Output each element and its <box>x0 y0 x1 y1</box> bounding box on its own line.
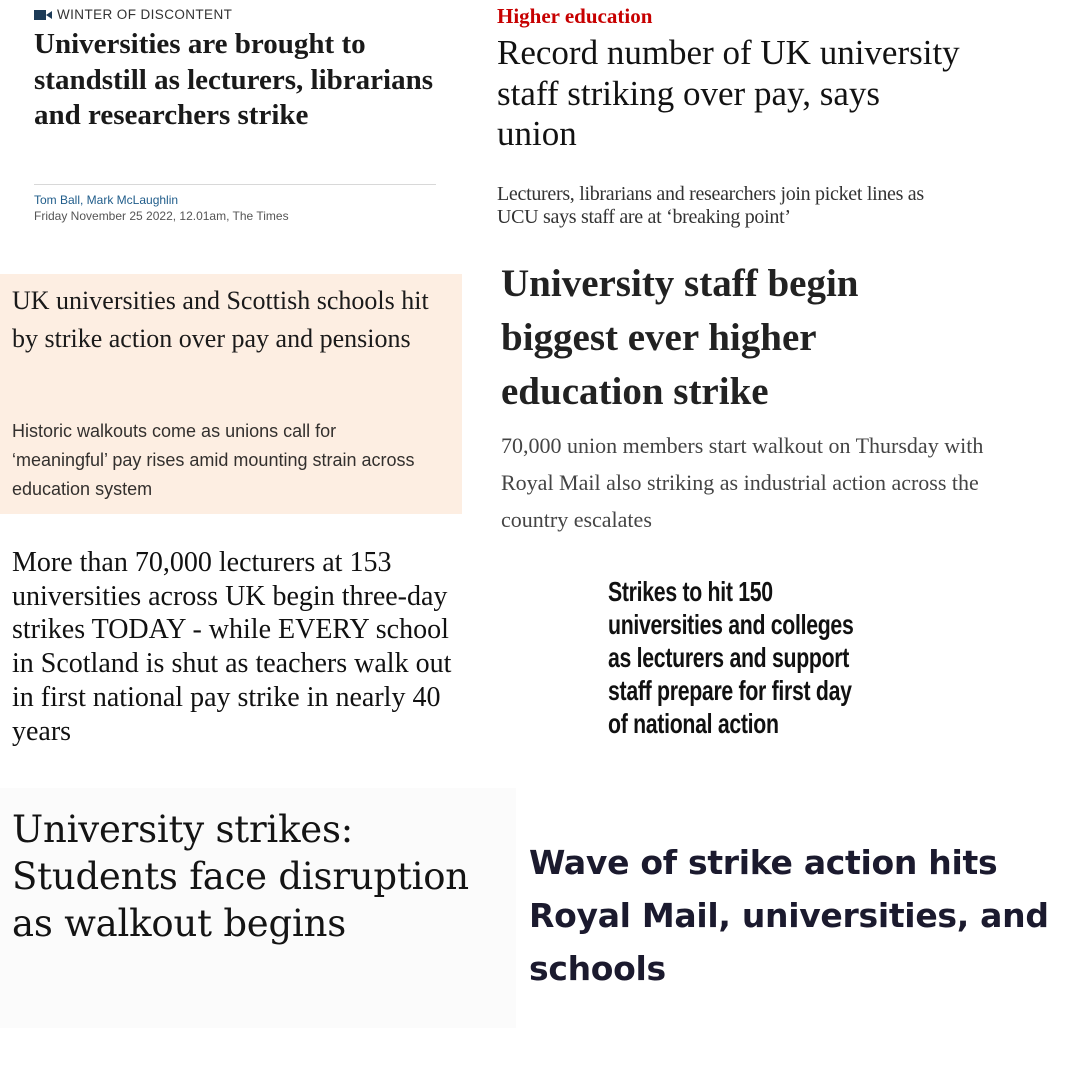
guardian-headline[interactable]: Record number of UK university staff striking over pay, says union <box>497 33 960 153</box>
dailymail-clipping <box>0 540 470 760</box>
times-kicker <box>34 7 232 22</box>
times-dateline: Friday November 25 2022, 12.01am, The Times <box>34 209 289 223</box>
times-authors[interactable]: Tom Ball, Mark McLaughlin <box>34 193 179 207</box>
times-divider <box>34 184 436 185</box>
independent-headline[interactable]: University staff begin biggest ever higher education strike <box>501 262 859 413</box>
dailymail-headline[interactable]: More than 70,000 lecturers at 153 universities across UK begin three-day strikes TODAY - while EVERY school in Scotland is shut as teachers walk out in first national pay strike in nearly 40 years <box>12 547 452 747</box>
guardian-standfirst: Lecturers, librarians and researchers join picket lines as UCU says staff are at ‘breaking point’ <box>497 183 924 228</box>
times-headline[interactable]: Universities are brought to standstill as lecturers, librarians and researchers strike <box>34 28 434 131</box>
condensed-clipping <box>580 570 900 790</box>
independent-standfirst: 70,000 union members start walkout on Thursday with Royal Mail also striking as industrial action across the country escalates <box>501 433 984 532</box>
times-kicker-label: WINTER OF DISCONTENT <box>57 7 233 22</box>
sans-headline[interactable]: Wave of strike action hits Royal Mail, universities, and schools <box>529 843 1049 988</box>
guardian-kicker[interactable]: Higher education <box>497 4 653 28</box>
bbc-headline[interactable]: University strikes: Students face disruption as walkout begins <box>12 808 469 945</box>
video-camera-icon <box>34 10 52 20</box>
sans-clipping <box>516 820 1080 1020</box>
bbc-clipping <box>0 788 516 1028</box>
independent-clipping <box>484 254 1080 544</box>
ft-standfirst: Historic walkouts come as unions call for ‘meaningful’ pay rises amid mounting strain across education system <box>12 421 415 499</box>
condensed-headline[interactable]: Strikes to hit 150 universities and colleges as lecturers and support staff prepare for first day of national action <box>608 576 854 739</box>
guardian-clipping <box>480 0 1080 250</box>
ft-clipping <box>0 274 462 514</box>
times-clipping <box>0 0 460 250</box>
ft-headline[interactable]: UK universities and Scottish schools hit by strike action over pay and pensions <box>12 286 429 353</box>
